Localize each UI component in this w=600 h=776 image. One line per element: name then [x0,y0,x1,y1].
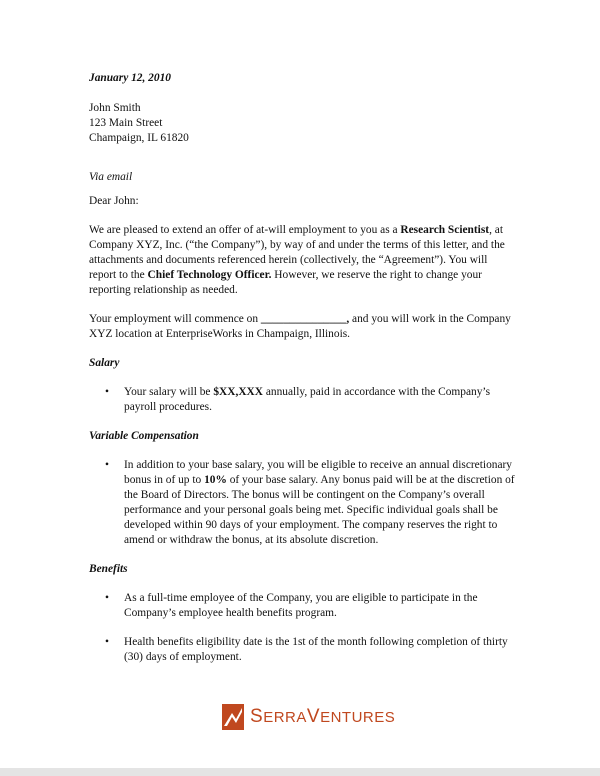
salutation: Dear John: [89,195,139,207]
bullet-icon: • [105,459,109,471]
variable-compensation-list [89,458,517,548]
start-date-blank: _______________, [260,313,350,325]
address-line: 123 Main Street [89,117,163,129]
text-run: Health benefits eligibility date is the 1st of the month following completion of thirty (30) days of employment. [124,636,508,663]
list-item [89,385,517,415]
supervisor-title: Chief Technology Officer. [147,269,272,281]
text-run: As a full-time employee of the Company, you are eligible to participate in the Company’s employee health benefits program. [124,592,478,619]
text-run: Your salary will be [124,386,214,398]
text-run: However, we reserve the right to change your reporting relationship as needed. [89,269,482,296]
bonus-percent: 10% [204,474,227,486]
variable-compensation-heading: Variable Compensation [89,430,199,442]
logo-letter: V [306,706,321,727]
bullet-icon: • [105,592,109,604]
logo-letter: ENTURES [320,709,396,726]
letter-date: January 12, 2010 [89,72,171,84]
salary-heading: Salary [89,357,120,369]
text-run: , at Company XYZ, Inc. (“the Company”), by way of and under the terms of this letter, and the attachments and documents referenced herein (collectively, the “Agreement”). You will report to the [89,224,505,281]
list-item [89,591,517,621]
text-run: of your base salary. Any bonus paid will be at the discretion of the Board of Directors. The bonus will be contingent on the Company’s overall performance and your personal goals being met. Specific individual goals shall be developed within 90 days of your employment. The company reserves the right to amend or withdraw the bonus, at its absolute discretion. [124,474,515,546]
bullet-icon: • [105,386,109,398]
text-run: and you will work in the Company XYZ location at EnterpriseWorks in Champaign, Illinois. [89,313,511,340]
text-run: Your employment will commence on [89,313,261,325]
logo-letter: S [250,706,264,727]
benefits-heading: Benefits [89,563,128,575]
text-run: In addition to your base salary, you will be eligible to receive an annual discretionary bonus in of up to [124,459,512,486]
text-run: annually, paid in accordance with the Company’s payroll procedures. [124,386,491,413]
letter-body [89,71,517,665]
logo-letter: ERRA [263,709,307,726]
delivery-method: Via email [89,171,133,183]
company-logo-text [250,706,396,727]
address-line: John Smith [89,102,141,114]
recipient-address [89,101,517,146]
list-item [89,635,517,665]
list-item [89,458,517,548]
text-run: We are pleased to extend an offer of at-will employment to you as a [89,224,401,236]
serra-ventures-logo-icon [222,704,244,730]
bullet-icon: • [105,636,109,648]
commencement-paragraph [89,312,517,342]
job-title: Research Scientist [400,224,490,236]
salary-amount: $XX,XXX [213,386,264,398]
salary-list [89,385,517,415]
page-bottom-edge [0,768,600,776]
company-logo [222,704,395,730]
benefits-list [89,591,517,665]
offer-paragraph [89,223,517,298]
address-line: Champaign, IL 61820 [89,132,189,144]
